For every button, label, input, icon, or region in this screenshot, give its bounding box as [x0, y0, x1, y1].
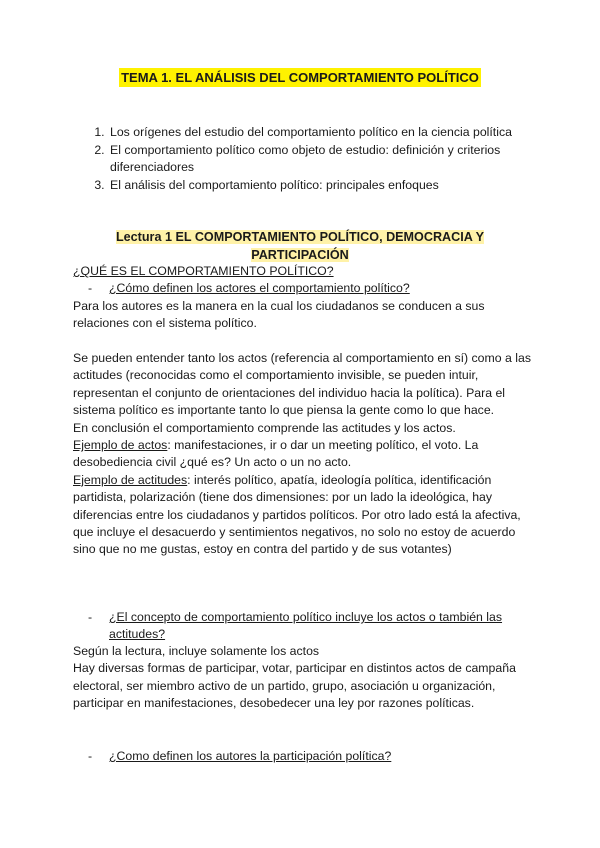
lecture-title-text: Lectura 1 EL COMPORTAMIENTO POLÍTICO, DEMOCRACIA Y PARTICIPACIÓN	[115, 230, 485, 262]
paragraph: En conclusión el comportamiento comprende las actitudes y los actos.	[73, 420, 456, 435]
bullet-dash: -	[88, 749, 93, 763]
answer-block	[73, 350, 533, 559]
examples-acts-label: Ejemplo de actos	[73, 438, 168, 453]
examples-acts-text: : manifestaciones, ir o dar un meeting político, el voto. La desobediencia civil ¿qué es? Un acto o un no acto.	[73, 438, 479, 470]
examples-attitudes-text: : interés político, apatía, ideología política, identificación partidista, polarización (tiene dos dimensiones: por un lado la ideológica, hay diferencias entre los ciudadanos y partidos políticos. Por otro lado está la afectiva, que incluye el desacuerdo y sentimientos negativos, no solo no estoy de acuerdo sino que no me gustas, estoy en contra del partido y de sus votantes)	[73, 472, 521, 557]
lecture-title	[100, 228, 500, 264]
examples-acts	[73, 437, 533, 472]
paragraph: Para los autores es la manera en la cual los ciudadanos se conducen a sus relaciones con el sistema político.	[73, 299, 485, 331]
table-of-contents	[88, 124, 558, 194]
question-2	[88, 609, 528, 644]
paragraph: Hay diversas formas de participar, votar, participar en distintos actos de campaña electoral, ser miembro activo de un partido, grupo, asociación u organización, participar en manifestaciones, desobedecer una ley por razones políticas.	[73, 661, 516, 711]
toc-item: 1. Los orígenes del estudio del comportamiento político en la ciencia política	[108, 124, 558, 142]
question-1	[88, 280, 528, 297]
paragraph: Se pueden entender tanto los actos (referencia al comportamiento en sí) como a las actitudes (reconocidas como el comportamiento invisible, se pueden intuir, representan el conjunto de orientaciones del individuo hacia la política). Para el sistema político es importante tanto lo que piensa la gente como lo que hace.	[73, 351, 531, 418]
question-3-text: ¿Como definen los autores la participación política?	[109, 749, 392, 763]
bullet-dash: -	[88, 610, 93, 624]
question-1-text: ¿Cómo definen los actores el comportamiento político?	[109, 281, 410, 295]
toc-item: 3. El análisis del comportamiento político: principales enfoques	[108, 177, 558, 195]
question-3	[88, 748, 528, 765]
document-title	[0, 69, 600, 87]
section-heading	[73, 263, 533, 280]
section-heading-text: ¿QUÉ ES EL COMPORTAMIENTO POLÍTICO?	[73, 264, 334, 278]
toc-item: 2. El comportamiento político como objeto de estudio: definición y criterios diferenciadores	[108, 142, 558, 177]
examples-attitudes	[73, 472, 533, 559]
paragraph: Según la lectura, incluye solamente los actos	[73, 644, 320, 658]
bullet-dash: -	[88, 281, 93, 295]
question-2-text: ¿El concepto de comportamiento político incluye los actos o también las actitudes?	[109, 610, 503, 642]
answer-1	[73, 298, 533, 333]
document-title-text: TEMA 1. EL ANÁLISIS DEL COMPORTAMIENTO POLÍTICO	[121, 70, 479, 85]
examples-attitudes-label: Ejemplo de actitudes	[73, 472, 188, 487]
answer-2	[73, 643, 533, 713]
